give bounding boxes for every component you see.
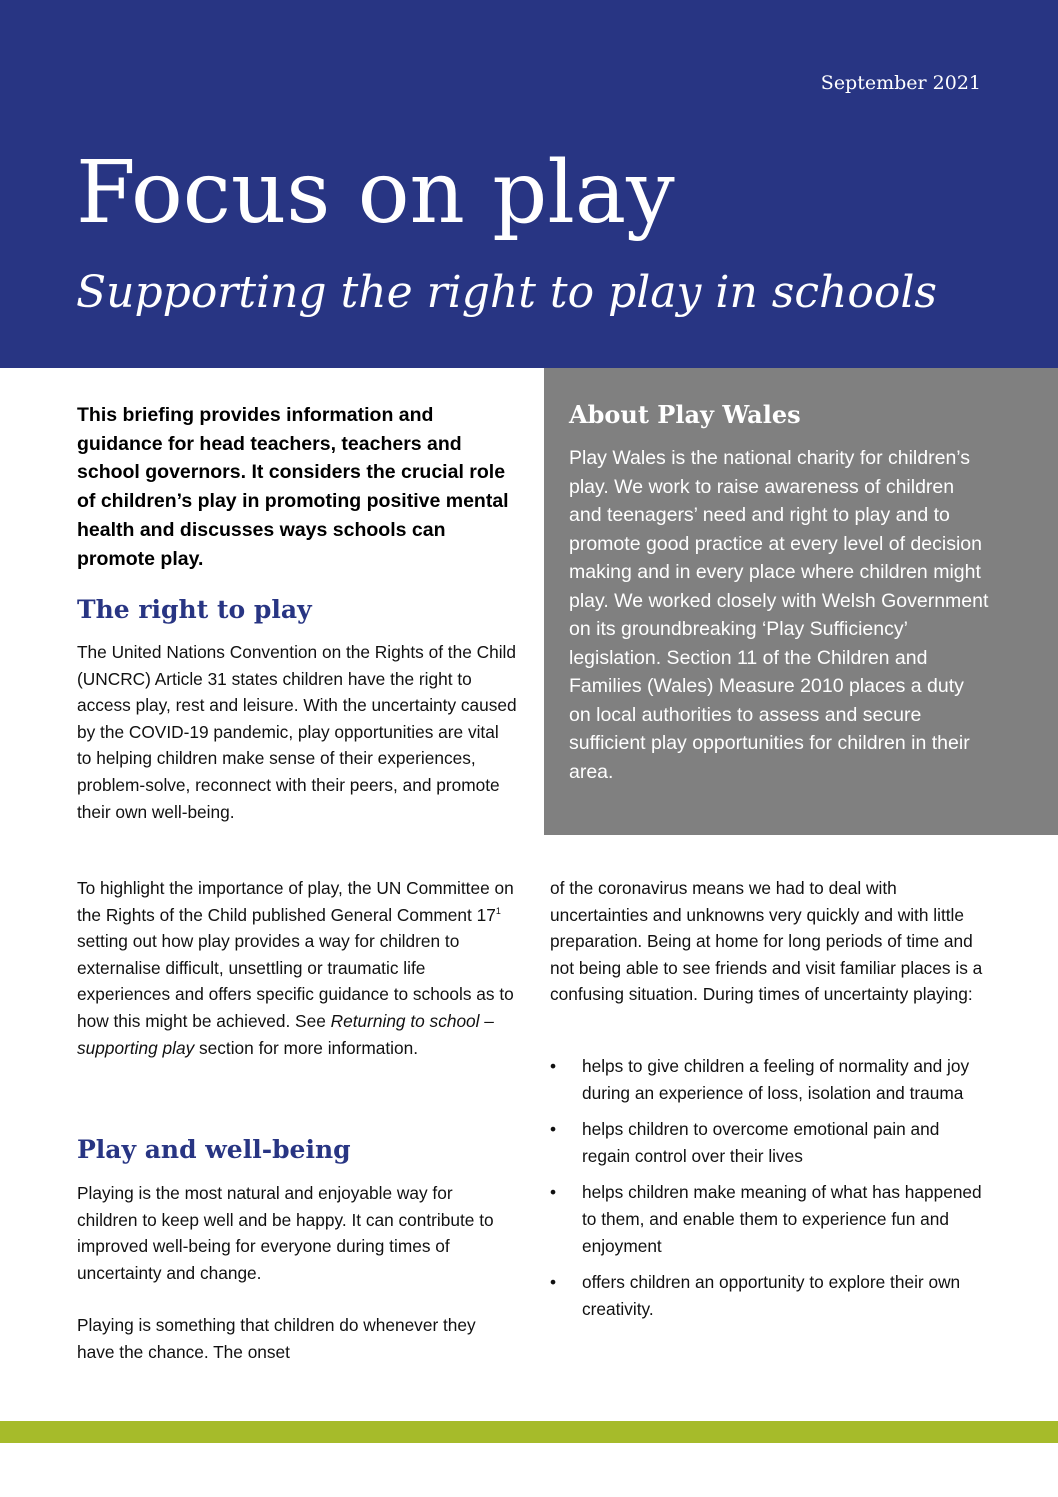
right-to-play-paragraph-1: The United Nations Convention on the Rights of the Child (UNCRC) Article 31 states children have the right to access play, rest and leisure. With the uncertainty caused by the COVID-19 pandemic, play opportunities are vital to helping children make sense of their experiences, problem-solve, reconnect with their peers, and promote their own well-being. [77,642,517,822]
publication-date: September 2021 [820,72,981,94]
paragraph-text-segment: setting out how play provides a way for children to externalise difficult, unsettling or traumatic life experiences and offers specific guidance to schools as to how this might be achieved. See [77,931,514,1031]
list-item [550,1116,990,1169]
list-item [550,1179,990,1259]
paragraph-text-segment: To highlight the importance of play, the UN Committee on the Rights of the Child published General Comment 17 [77,878,514,925]
bullet-icon: • [550,1056,557,1076]
list-item [550,1269,990,1322]
well-being-paragraph-continued: of the coronavirus means we had to deal with uncertainties and unknowns very quickly and with little preparation. Being at home for long periods of time and not being able to see friends and visit familiar places is a confusing situation. During times of uncertainty playing: [550,878,983,1005]
bullet-icon: • [550,1272,557,1293]
paragraph-text-segment: section for more information. [194,1037,419,1058]
play-benefits-list [550,1053,990,1332]
footnote-reference: 1 [495,905,501,916]
heading-play-and-well-being: Play and well-being [77,1135,351,1164]
bullet-icon: • [550,1182,557,1203]
footer-color-band [0,1421,1058,1443]
list-item-text: helps children to overcome emotional pain and regain control over their lives [582,1119,940,1166]
about-play-wales-box [544,368,1058,835]
about-play-wales-text: Play Wales is the national charity for children’s play. We work to raise awareness of children and teenagers’ need and right to play and to promote good practice at every level of decision making and in every place where children might play. We worked closely with Welsh Government on its groundbreaking ‘Play Sufficiency’ legislation. Section 11 of the Children and Families (Wales) Measure 2010 places a duty on local authorities to assess and secure sufficient play opportunities for children in their area. [569,447,989,783]
list-item [550,1053,990,1106]
section-reference: Returning to school – supporting play [77,1010,494,1058]
about-play-wales-heading: About Play Wales [569,400,801,429]
bullet-icon: • [550,1119,557,1140]
list-item-text: helps children make meaning of what has happened to them, and enable them to experience fun and enjoyment [582,1182,982,1256]
page-title: Focus on play [76,143,675,243]
well-being-paragraph-1: Playing is the most natural and enjoyable way for children to keep well and be happy. It can contribute to improved well-being for everyone during times of uncertainty and change. [77,1183,494,1283]
list-item-text: offers children an opportunity to explore their own creativity. [582,1272,961,1319]
header-banner [0,0,1058,368]
right-to-play-paragraph-2 [77,875,517,1061]
heading-right-to-play: The right to play [77,595,312,624]
well-being-paragraph-2: Playing is something that children do whenever they have the chance. The onset [77,1315,476,1362]
page-subtitle: Supporting the right to play in schools [76,267,937,318]
list-item-text: helps to give children a feeling of normality and joy during an experience of loss, isolation and trauma [582,1056,970,1103]
intro-paragraph: This briefing provides information and guidance for head teachers, teachers and school governors. It considers the crucial role of children’s play in promoting positive mental health and discusses ways schools can promote play. [77,404,509,570]
